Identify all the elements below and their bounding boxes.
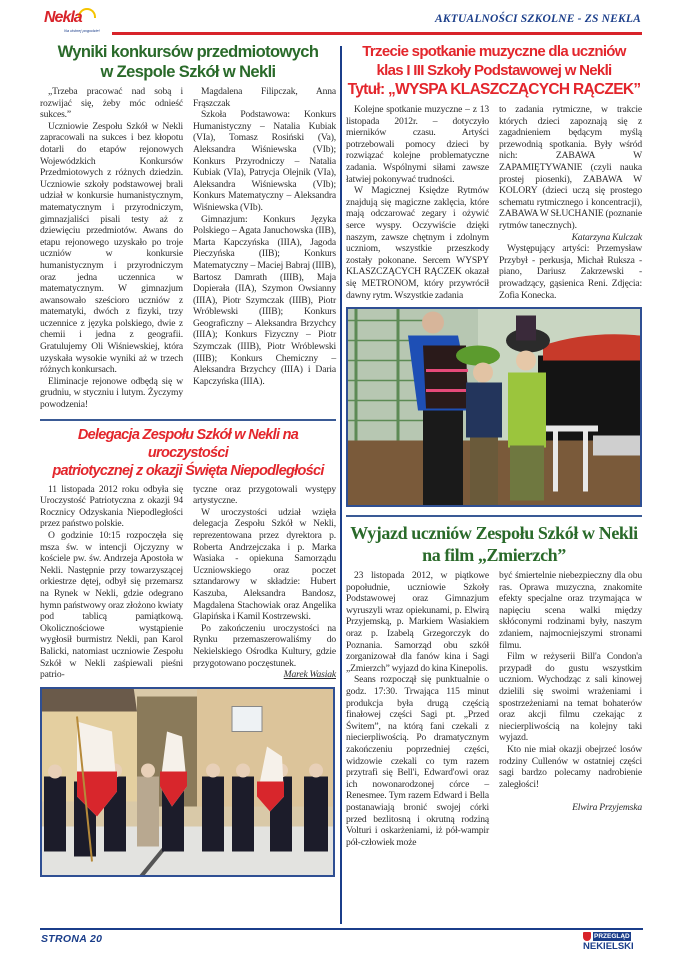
title-line: patriotycznej z okazji Święta Niepodległości [52, 462, 324, 479]
paragraph: Film w reżyserii Bill'a Condon'a przypadł do gustu wszystkim uczniom. Wychodząc z sali kinowej dzielili się swoimi wrażeniami i spostrzeżeniami na temat bohaterów oraz akcji filmu czekając z niecierpliwością na kolejny taki wyjazd. [499, 651, 642, 744]
coat-of-arms-icon [583, 932, 591, 941]
divider [40, 419, 336, 421]
article-music [346, 42, 642, 507]
title-line: na film „Zmierzch” [422, 545, 566, 566]
footer [40, 928, 643, 952]
photo-image [348, 309, 640, 505]
article-delegation-col1 [40, 484, 183, 681]
title-line: Delegacja Zespołu Szkół w Nekli na uroczystości [77, 426, 299, 461]
flag-ceremony-photo [40, 687, 335, 877]
title-line: Wyjazd uczniów Zespołu Szkół w Nekli [350, 523, 638, 544]
brand-line1: PRZEGLĄD [594, 933, 630, 940]
paragraph: Po zakończeniu uroczystości na Rynku przemaszerowaliśmy do Nekielskiego Ośrodka Kultury, gdzie przygotowano poczęstunek. [193, 622, 336, 669]
author-signature: Elwira Przyjemska [572, 802, 642, 814]
paragraph: być śmiertelnie niebezpieczny dla obu ras. Oprawa muzyczna, znakomite efekty specjalne oraz trzymająca w napięciu scena walki między skłóconymi rodzinami były, naszym zdaniem, najmocniejszymi stronami filmu. [499, 570, 642, 651]
article-twilight [346, 522, 642, 848]
title-line: Tytuł: „WYSPA KLASZCZĄCYCH RĄCZEK” [347, 81, 641, 98]
footer-rule [40, 928, 643, 930]
paragraph: Uczniowie Zespołu Szkół w Nekli zapracowali na sukces i bez kłopotu dotarli do etapów rejonowych Wojewódzkich Konkursów Przedmiotowych z różnych dziedzin. Uczniowie szkoły podstawowej brali udział w konkursie humanistycznym, matematycznym i przyrodniczym, gimnazjaliści pisali testy aż z dziewięciu przedmiotów. Awans do etapu rejonowego uzyskało po troje uczniów w konkursie humanistycznym i przyrodniczym oraz jedna uczennica w matematycznym. W gimnazjum awansowało sześcioro uczniów z matematyki, dwóch z fizyki, trzy uczennice z języka polskiego, dwie z chemii i jedna z geografii. Gratulujemy Oli Wiśniewskiej, która uzyskała wysokie wyniki aż w trzech różnych konkursach. [40, 120, 183, 376]
paragraph: 23 listopada 2012, w piątkowe popołudnie, uczniowie Szkoły Podstawowej oraz Gimnazjum wyruszyli wraz opiekunami, p. Elwirą Przyjemską, p. Markiem Wasiakiem oraz p. Izabelą Grzegorczyk do Poznania. Samorząd obu szkół zorganizował dla fanów kina i Sagi „Zmierzch” wyjazd do kina Kinepolis. [346, 570, 489, 674]
article-results-col1 [40, 86, 183, 411]
paragraph: to zadania rytmiczne, w trakcie których dzieci zapoznają się z zagadnieniem będącym myślą przewodnią spotkania. Były wśród nich: ZABAWA W ZAPAMIĘTYWANIE (czyli nauka prostej piosenki), ZABAWA W KOLORY (dzieci uczą się prostego schematu rytmicznego i koncentracji), ZABAWA W SŁUCHANIE (poznanie rytmów tanecznych). [499, 104, 642, 231]
paragraph: Szkoła Podstawowa: Konkurs Humanistyczny – Natalia Kubiak (VIa), Tomasz Rosiński (Va), Aleksandra Wiśniewska (VIb); Konkurs Przyrodniczy – Natalia Kubiak (VIa), Patrycja Olejnik (VIa), Aleksandra Wiśniewska (VIb); Konkurs Matematyczny – Aleksandra Wiśniewska (VIb). [193, 109, 336, 213]
paragraph: Kto nie miał okazji obejrzeć losów rodziny Cullenów w ostatniej części sagi bardzo polecamy nadrobienie zaległości! [499, 744, 642, 790]
logo-slogan: Na dobrej pogodzie! [64, 28, 100, 33]
paragraph: W Magicznej Księdze Rytmów znajdują się magiczne zaklęcia, które mają odczarować zegary i ożywić serce wyspy. Oczywiście dzięki naszym, zawsze chętnym i zdolnym uczniom, wszystkie przeszkody zostały pokonane. Sercem WYSPY KLASZCZĄCYCH RĄCZEK okazał się METRONOM, który przywrócił dawny rytm. Wszystkie zadania [346, 185, 489, 301]
article-results-col2 [193, 86, 336, 387]
logo-text: Nekla [44, 9, 82, 26]
photo-credits: Występujący artyści: Przemysław Przybył - perkusja, Michał Ruksza - piano, Dariusz Zakrzewski - prowadzący, gąsienica Reni. Zdjęcia: Zofia Konecka. [499, 243, 642, 301]
paragraph: Magdalena Filipczak, Anna Frąszczak [193, 86, 336, 109]
header-rule [112, 32, 642, 35]
nekla-logo [40, 8, 110, 38]
left-half [40, 42, 336, 877]
photo-image [42, 689, 333, 875]
column-divider [340, 46, 342, 924]
article-delegation-col2 [193, 484, 336, 681]
article-music-col1 [346, 104, 489, 301]
author-signature: Marek Wasiak [283, 669, 336, 681]
article-results-title [40, 42, 336, 82]
paragraph: O godzinie 10:15 rozpoczęła się msza św. w intencji Ojczyzny w kościele pw. św. Andrzeja Apostoła w Nekli. Następnie przy towarzyszącej orkiestrze dętej, odbył się przemarsz na Rynek w Nekli, gdzie odegrano hymn państwowy oraz złożono kwiaty pod tablicą pamiątkową. Okolicznościowe wystąpienie wygłosił burmistrz Nekli, pan Karol Balicki, natomiast uczniowie Zespołu Szkół w Nekli zaśpiewali pieśni patrio- [40, 530, 183, 681]
author-signature: Katarzyna Kulczak [571, 231, 642, 243]
brand-line2: NEKIELSKI [583, 941, 634, 952]
title-line: w Zespole Szkół w Nekli [100, 63, 276, 81]
music-workshop-photo [346, 307, 642, 507]
article-delegation-title [40, 426, 336, 480]
article-music-title [346, 42, 642, 100]
title-line: Trzecie spotkanie muzyczne dla uczniów [362, 43, 626, 60]
article-twilight-col1 [346, 570, 489, 848]
paragraph: 11 listopada 2012 roku odbyła się Uroczystość Patriotyczna z okazji 94 Rocznicy Odzyskania Niepodległości przez państwo polskie. [40, 483, 183, 530]
paragraph: W uroczystości udział wzięła delegacja Zespołu Szkół w Nekli, reprezentowana przez dyrektora p. Roberta Andrzejczaka i p. Marka Wasiaka - opiekuna Samorządu Uczniowskiego oraz poczet sztandarowy w składzie: Hubert Kaszuba, Aleksandra Bandosz, Magdalena Stachowiak oraz Angelika Glapińska i Kamil Kostrzewski. [193, 506, 336, 623]
article-results [40, 42, 336, 411]
article-twilight-col2 [499, 570, 642, 814]
title-line: klas I III Szkoły Podstawowej w Nekli [376, 62, 612, 79]
paragraph: Eliminacje rejonowe odbędą się w grudniu, w styczniu i lutym. Życzymy powodzenia! [40, 375, 183, 411]
przeglad-nekielski-logo [583, 931, 643, 955]
article-twilight-title [346, 522, 642, 566]
article-delegation [40, 426, 336, 877]
divider [346, 515, 642, 517]
title-line: Wyniki konkursów przedmiotowych [57, 43, 319, 61]
paragraph: Seans rozpoczął się punktualnie o godz. 17:30. Trwająca 115 minut produkcja była drugą częścią finałowej części Sagi pt. „Przed Świtem”, na którą fani czekali z niecierpliwością. Po dramatycznym zakończeniu poprzedniej części, widzowie czekali co tym razem przytrafi się Bell'i, Edward'owi oraz ich nowonarodzonej córce – Renesmee. Tym razem Edward i Bella postanawiają bronić swojej córki przed bezlitosną i okrutną rodziną Volturi i oskarżeniami, iż pół-wampir pół-człowiek może [346, 674, 489, 848]
paragraph: tyczne oraz przygotowali występy artystyczne. [193, 483, 336, 507]
right-half [346, 42, 642, 848]
paragraph: Kolejne spotkanie muzyczne – z 13 listopada 2012r. – dotyczyło mierników czasu. Artyści potrzebowali pomocy dzieci by rozwiązać kolejne problematyczne zadania. Wspólnymi siłami zawsze łatwiej pokonywać trudności. [346, 104, 489, 185]
article-music-col2 [499, 104, 642, 301]
section-title: AKTUALNOŚCI SZKOLNE - ZS NEKLA [434, 13, 641, 25]
paragraph: Gimnazjum: Konkurs Języka Polskiego – Agata Januchowska (IIB), Marta Kapczyńska (IIIA), Jagoda Pieczyńska (IIB); Konkurs Matematyczny – Maciej Babraj (IIIB), Bartosz Damrath (IIIB), Maja Dopierała (IIA), Szymon Owsianny (IIIA), Piotr Szymczak (IIIB), Piotr Wróblewski (IIIB); Konkurs Geograficzny – Aleksandra Brzychcy (IIIA); Konkurs Fizyczny – Piotr Szymczak (IIIB), Piotr Wróblewski (IIIB); Konkurs Chemiczny – Aleksandra Brzychcy (IIIA) i Daria Kapczyńska (IIIA). [193, 213, 336, 387]
paragraph: „Trzeba pracować nad sobą i rozwijać się, żeby móc odnieść sukces.” [40, 86, 183, 121]
page-number: STRONA 20 [41, 933, 103, 945]
